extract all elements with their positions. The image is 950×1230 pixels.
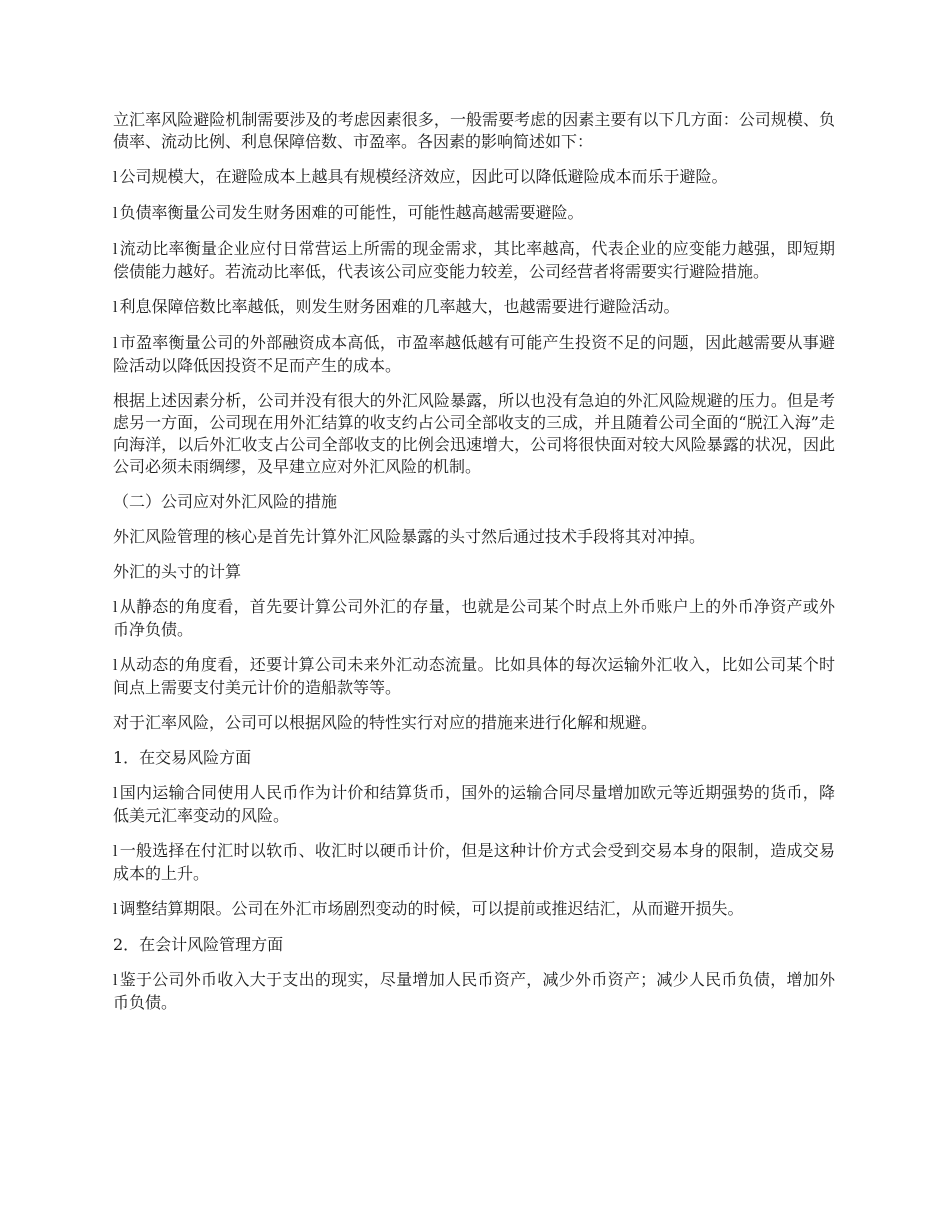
bullet-item (113, 166, 835, 189)
bullet-text: 市盈率衡量公司的外部融资成本高低，市盈率越低越有可能产生投资不足的问题，因此越需要从事避险活动以降低因投资不足而产生的成本。 (113, 333, 835, 375)
bullet-item (113, 332, 835, 377)
paragraph: 外汇风险管理的核心是首先计算外汇风险暴露的头寸然后通过技术手段将其对冲掉。 (113, 527, 706, 546)
bullet-item (113, 840, 835, 885)
bullet-marker: l (113, 169, 118, 186)
subsection-heading: 2．在会计风险管理方面 (113, 935, 284, 954)
bullet-item (113, 296, 835, 319)
bullet-marker: l (113, 335, 118, 352)
paragraph: 对于汇率风险，公司可以根据风险的特性实行对应的措施来进行化解和规避。 (113, 713, 658, 732)
bullet-item (113, 782, 835, 827)
bullet-text: 从静态的角度看，首先要计算公司外汇的存量，也就是公司某个时点上外币账户上的外币净资产或外币净负债。 (113, 597, 835, 639)
bullet-text: 从动态的角度看，还要计算公司未来外汇动态流量。比如具体的每次运输外汇收入，比如公司某个时间点上需要支付美元计价的造船款等等。 (113, 655, 835, 697)
bullet-text: 利息保障倍数比率越低，则发生财务困难的几率越大，也越需要进行避险活动。 (119, 297, 680, 316)
bullet-marker: l (113, 785, 118, 802)
bullet-item (113, 898, 835, 921)
bullet-marker: l (113, 599, 118, 616)
bullet-text: 流动比率衡量企业应付日常营运上所需的现金需求，其比率越高，代表企业的应变能力越强，即短期偿债能力越好。若流动比率低，代表该公司应变能力较差，公司经营者将需要实行避险措施。 (113, 239, 835, 281)
bullet-marker: l (113, 657, 118, 674)
paragraph: 根据上述因素分析，公司并没有很大的外汇风险暴露，所以也没有急迫的外汇风险规避的压力。但是考虑另一方面，公司现在用外汇结算的收支约占公司全部收支的三成，并且随着公司全面的“脱江入海”走向海洋，以后外汇收支占公司全部收支的比例会迅速增大，公司将很快面对较大风险暴露的状况，因此公司必须未雨绸缪，及早建立应对外汇风险的机制。 (113, 391, 835, 476)
bullet-item (113, 596, 835, 641)
bullet-marker: l (113, 843, 118, 860)
bullet-marker: l (113, 205, 118, 222)
bullet-text: 一般选择在付汇时以软币、收汇时以硬币计价，但是这种计价方式会受到交易本身的限制，造成交易成本的上升。 (113, 841, 835, 883)
bullet-marker: l (113, 901, 118, 918)
subsection-heading: 1．在交易风险方面 (113, 748, 252, 767)
bullet-text: 鉴于公司外币收入大于支出的现实，尽量增加人民币资产，减少外币资产；减少人民币负债，增加外币负债。 (113, 970, 835, 1012)
paragraph: 立汇率风险避险机制需要涉及的考虑因素很多，一般需要考虑的因素主要有以下几方面：公司规模、负债率、流动比例、利息保障倍数、市盈率。各因素的影响简述如下： (113, 110, 835, 151)
bullet-text: 调整结算期限。公司在外汇市场剧烈变动的时候，可以提前或推迟结汇，从而避开损失。 (119, 899, 744, 918)
bullet-item (113, 654, 835, 699)
bullet-text: 负债率衡量公司发生财务困难的可能性，可能性越高越需要避险。 (119, 203, 584, 222)
subsection-heading: 外汇的头寸的计算 (113, 562, 242, 581)
bullet-text: 国内运输合同使用人民币作为计价和结算货币，国外的运输合同尽量增加欧元等近期强势的货币，降低美元汇率变动的风险。 (113, 783, 835, 825)
section-heading: （二）公司应对外汇风险的措施 (113, 492, 338, 511)
bullet-text: 公司规模大，在避险成本上越具有规模经济效应，因此可以降低避险成本而乐于避险。 (119, 167, 728, 186)
bullet-item (113, 969, 835, 1014)
bullet-marker: l (113, 241, 118, 258)
bullet-marker: l (113, 972, 118, 989)
bullet-item (113, 238, 835, 283)
document-body (113, 109, 835, 1027)
bullet-marker: l (113, 299, 118, 316)
bullet-item (113, 202, 835, 225)
